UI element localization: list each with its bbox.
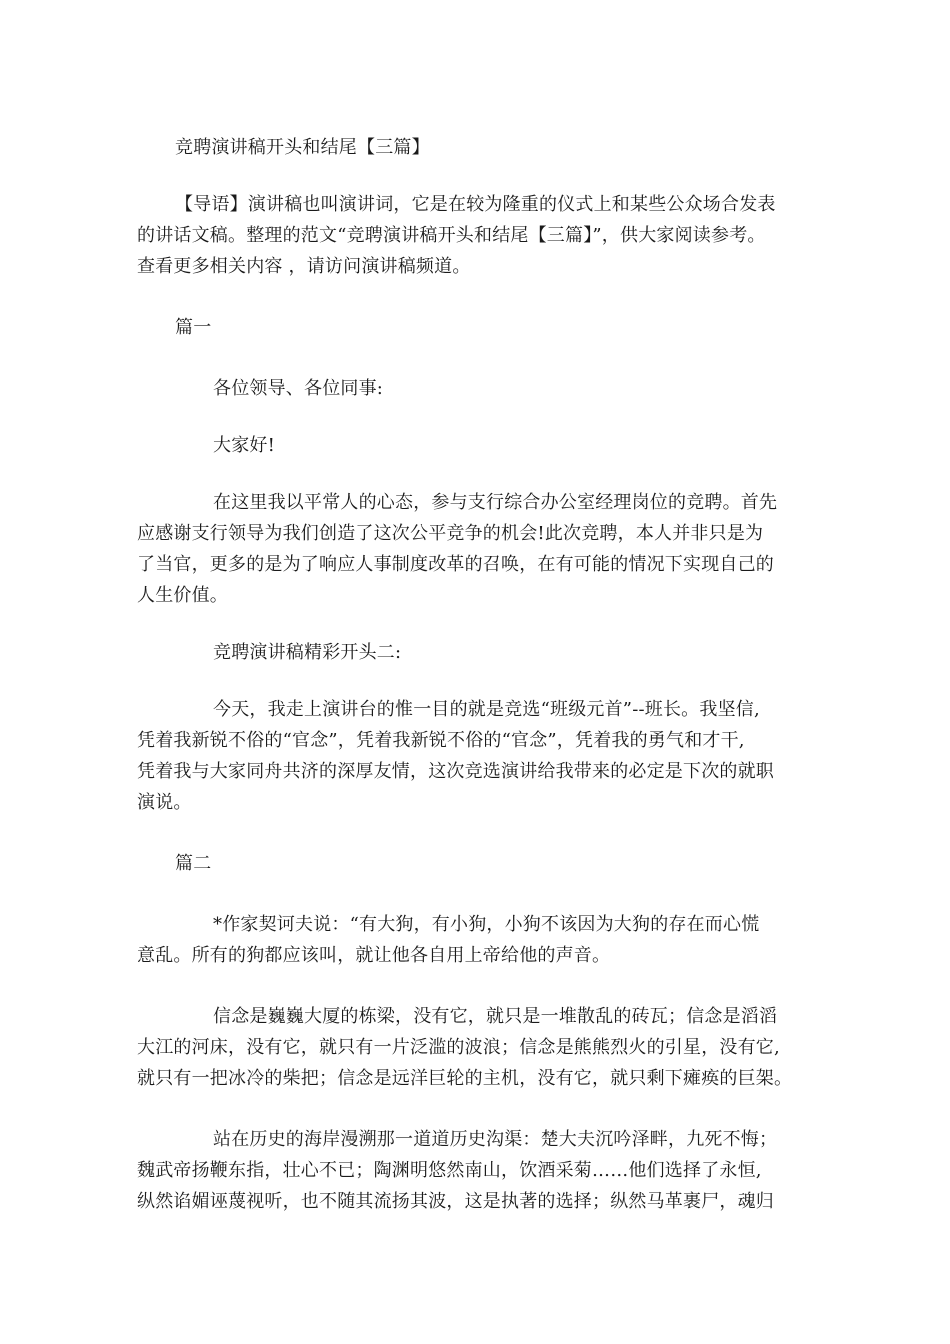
paragraph-line: 凭着我与大家同舟共济的深厚友情，这次竞选演讲给我带来的必定是下次的就职 [137, 761, 774, 782]
paragraph-line: 应感谢支行领导为我们创造了这次公平竞争的机会!此次竞聘，本人并非只是为 [137, 523, 764, 544]
paragraph-2 [137, 694, 827, 818]
intro-line: 的讲话文稿。整理的范文“竞聘演讲稿开头和结尾【三篇】”，供大家阅读参考。 [137, 225, 766, 246]
paragraph-line: 大江的河床，没有它，就只有一片泛滥的波浪；信念是熊熊烈火的引星，没有它, [137, 1037, 780, 1058]
intro-line: 【导语】演讲稿也叫演讲词，它是在较为隆重的仪式上和某些公众场合发表 [175, 194, 776, 215]
section-heading-2: 篇二 [175, 853, 212, 874]
paragraph-5 [137, 1124, 827, 1217]
paragraph-line: 凭着我新锐不俗的“官念”，凭着我新锐不俗的“官念”，凭着我的勇气和才干, [137, 730, 745, 751]
paragraph-line: 信念是巍巍大厦的栋梁，没有它，就只是一堆散乱的砖瓦；信念是滔滔 [213, 1006, 778, 1027]
paragraph-line: 意乱。所有的狗都应该叫，就让他各自用上帝给他的声音。 [137, 945, 611, 966]
paragraph-line: 人生价值。 [137, 585, 228, 606]
paragraph-line: *作家契诃夫说：“有大狗，有小狗，小狗不该因为大狗的存在而心慌 [213, 914, 760, 935]
subheading: 竞聘演讲稿精彩开头二: [213, 642, 402, 663]
paragraph-3 [137, 909, 827, 971]
paragraph-line: 今天，我走上演讲台的惟一目的就是竞选“班级元首”--班长。我坚信, [213, 699, 760, 720]
section-heading-1: 篇一 [175, 317, 212, 338]
paragraph-line: 纵然谄媚诬蔑视听，也不随其流扬其波，这是执著的选择；纵然马革裹尸，魂归 [137, 1191, 774, 1212]
greeting: 大家好! [213, 435, 276, 456]
paragraph-line: 在这里我以平常人的心态，参与支行综合办公室经理岗位的竞聘。首先 [213, 492, 778, 513]
paragraph-line: 就只有一把冰冷的柴把；信念是远洋巨轮的主机，没有它，就只剩下瘫痪的巨架。 [137, 1068, 793, 1089]
paragraph-line: 站在历史的海岸漫溯那一道道历史沟渠：楚大夫沉吟泽畔，九死不悔； [213, 1129, 778, 1150]
paragraph-1 [137, 487, 827, 611]
paragraph-line: 了当官，更多的是为了响应人事制度改革的召唤，在有可能的情况下实现自己的 [137, 554, 774, 575]
paragraph-line: 魏武帝扬鞭东指，壮心不已；陶渊明悠然南山，饮酒采菊……他们选择了永恒, [137, 1160, 762, 1181]
paragraph-line: 演说。 [137, 792, 192, 813]
paragraph-4 [137, 1001, 827, 1094]
document-title: 竞聘演讲稿开头和结尾【三篇】 [175, 137, 430, 158]
intro-paragraph [137, 189, 827, 282]
document-body [137, 132, 827, 1217]
intro-line: 查看更多相关内容 ，请访问演讲稿频道。 [137, 256, 471, 277]
salutation: 各位领导、各位同事: [213, 378, 384, 399]
